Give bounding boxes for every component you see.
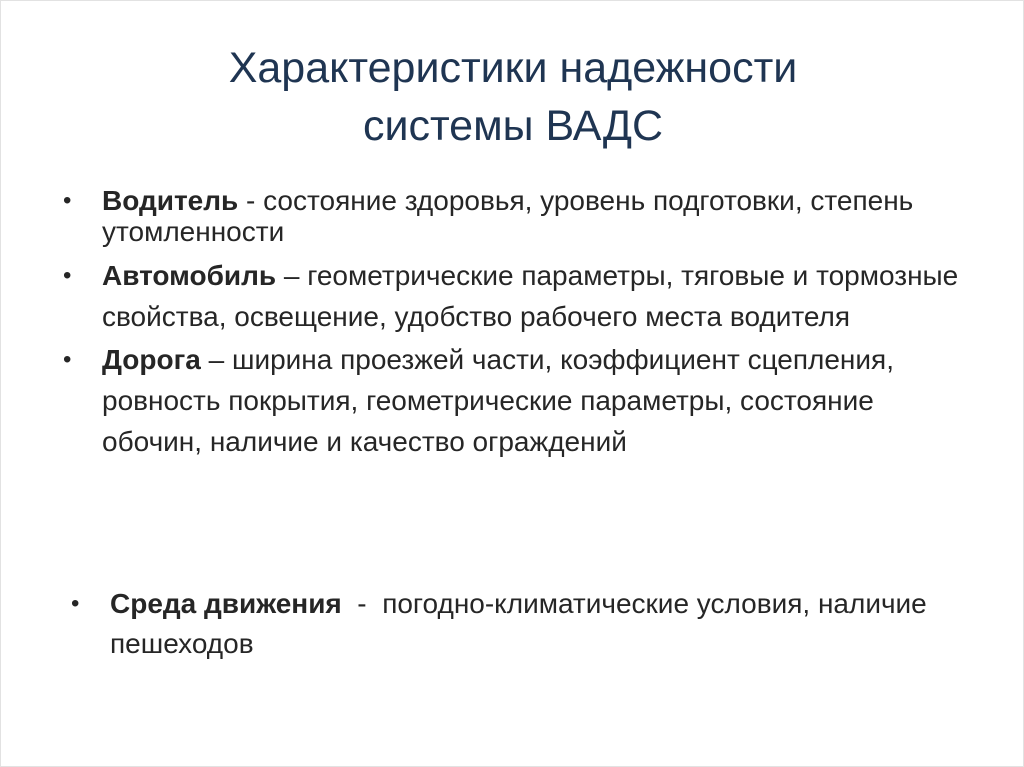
bullet-list-secondary: [71, 584, 971, 664]
bullet-icon: •: [63, 346, 72, 373]
bullet-term: Дорога: [102, 344, 201, 375]
bullet-icon: •: [71, 590, 80, 617]
title-line-2: системы ВАДС: [362, 102, 664, 150]
bullet-text: – ширина проезжей части, коэффициент сцепления, ровность покрытия, геометрические параметры, состояние обочин, наличие и качество ограждений: [102, 344, 894, 457]
bullet-item-road: [63, 339, 963, 462]
bullet-item-environment: [71, 584, 971, 664]
bullet-list: [63, 185, 963, 462]
bullet-term: Водитель: [102, 185, 239, 216]
bullet-term: Среда движения: [110, 588, 342, 619]
bullet-icon: •: [63, 262, 72, 289]
title-line-1: Характеристики надежности: [228, 44, 798, 92]
bullet-text: – геометрические параметры, тяговые и тормозные свойства, освещение, удобство рабочего места водителя: [102, 260, 959, 332]
bullet-item-car: [63, 255, 963, 337]
bullet-term: Автомобиль: [102, 260, 277, 291]
slide-title: [1, 39, 1024, 155]
bullet-item-driver: [63, 185, 963, 247]
bullet-text: - погодно-климатические условия, наличие пешеходов: [110, 588, 935, 659]
bullet-text: - состояние здоровья, уровень подготовки, степень утомленности: [102, 185, 914, 247]
bullet-icon: •: [63, 187, 72, 214]
